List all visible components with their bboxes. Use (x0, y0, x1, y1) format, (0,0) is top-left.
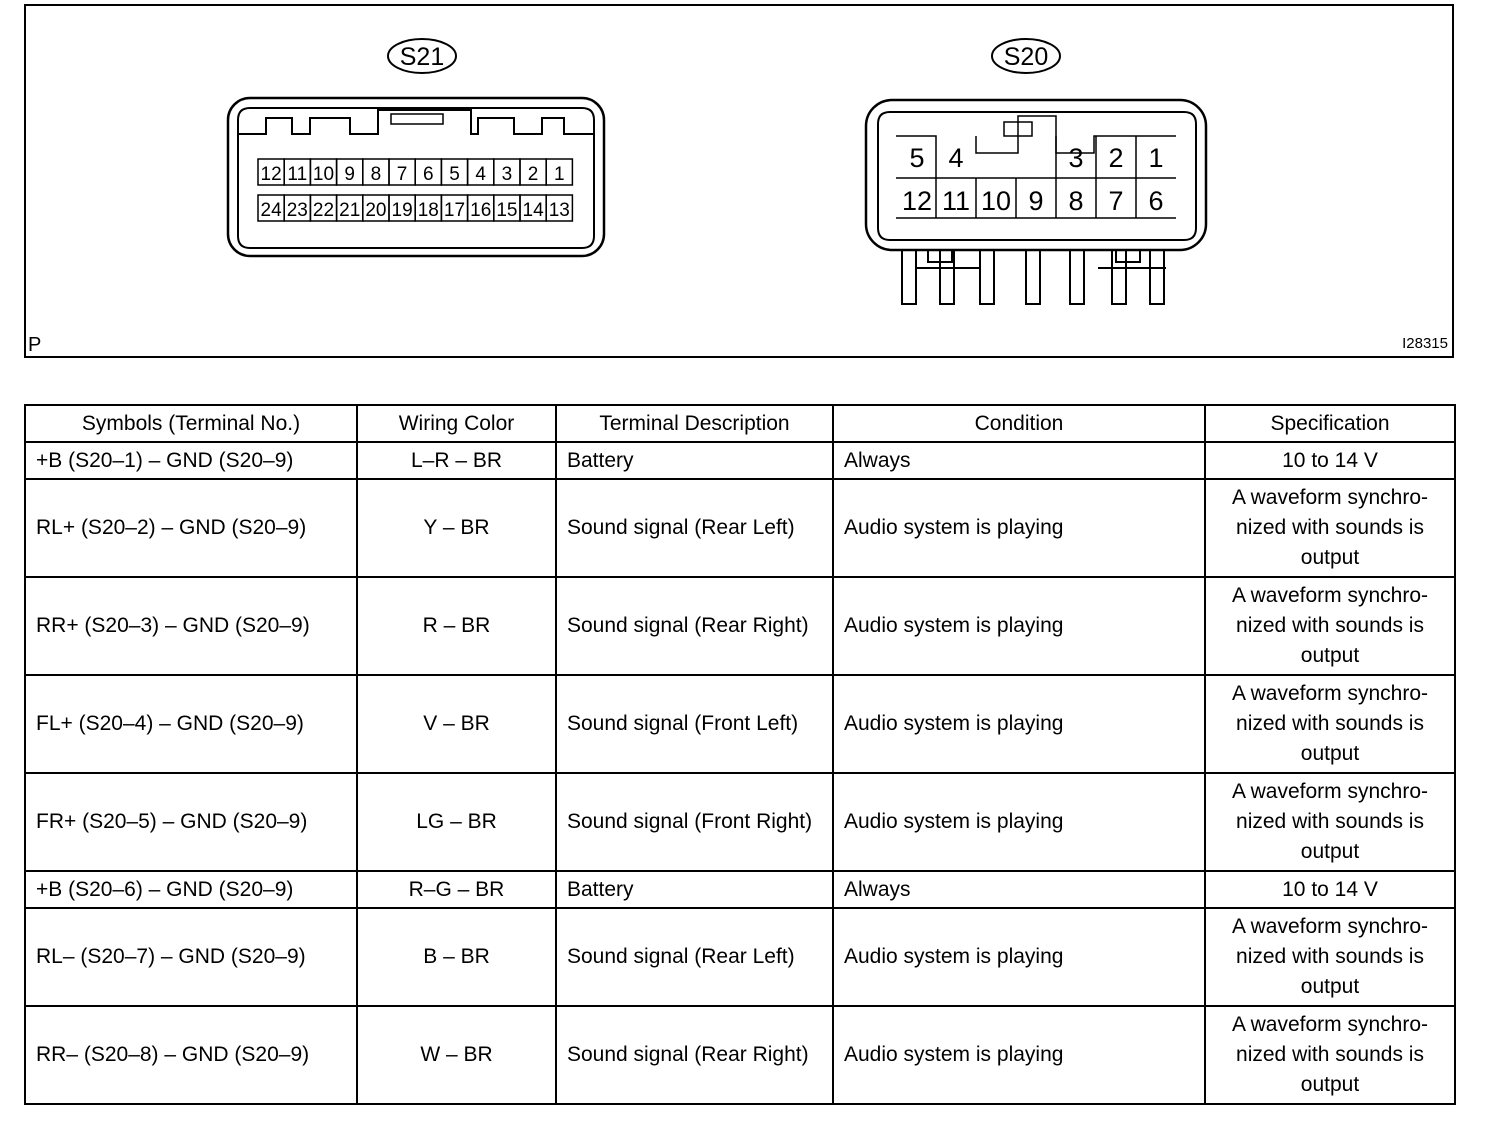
cell-wiring-color: B – BR (357, 908, 556, 1006)
cell-terminal-description: Battery (556, 871, 833, 908)
s21-terminal-number: 10 (312, 164, 335, 185)
table-row (25, 908, 1455, 1006)
specification-line: 10 to 14 V (1282, 877, 1378, 901)
s20-terminal-number: 3 (1068, 143, 1084, 173)
cell-condition: Always (833, 871, 1205, 908)
cell-condition: Audio system is playing (833, 675, 1205, 773)
cell-specification (1205, 871, 1455, 908)
connector-diagram (26, 6, 1452, 356)
s21-terminal-number: 14 (522, 200, 544, 221)
header-wiring-color: Wiring Color (357, 405, 556, 442)
figure-code: I28315 (1402, 335, 1448, 352)
table-row (25, 871, 1455, 908)
connector-figure (24, 4, 1454, 358)
figure-corner-letter: P (28, 334, 42, 356)
specification-line: A waveform synchro- (1231, 682, 1429, 705)
cell-specification (1205, 675, 1455, 773)
cell-specification (1205, 1006, 1455, 1104)
s21-terminal-number: 9 (344, 164, 355, 185)
cell-specification (1205, 479, 1455, 577)
cell-condition: Audio system is playing (833, 1006, 1205, 1104)
s21-terminal-number: 12 (260, 164, 282, 185)
s20-terminal-number: 6 (1148, 186, 1164, 216)
s21-terminal-number: 11 (287, 164, 308, 185)
cell-wiring-color: LG – BR (357, 773, 556, 871)
cell-condition: Audio system is playing (833, 577, 1205, 675)
cell-symbol: FR+ (S20–5) – GND (S20–9) (25, 773, 357, 871)
s20-terminal-number: 9 (1028, 186, 1044, 216)
specification-line: A waveform synchro- (1231, 584, 1429, 607)
cell-terminal-description: Sound signal (Front Left) (556, 675, 833, 773)
s21-terminal-number: 16 (470, 200, 492, 221)
cell-wiring-color: R–G – BR (357, 871, 556, 908)
specification-line: output (1300, 546, 1360, 569)
cell-wiring-color: Y – BR (357, 479, 556, 577)
cell-terminal-description: Sound signal (Rear Left) (556, 908, 833, 1006)
s20-terminal-number: 5 (909, 143, 925, 173)
cell-condition: Audio system is playing (833, 908, 1205, 1006)
specification-line: 10 to 14 V (1282, 448, 1378, 472)
s20-terminal-number: 12 (901, 186, 933, 216)
cell-symbol: FL+ (S20–4) – GND (S20–9) (25, 675, 357, 773)
specification-line: nized with sounds is (1236, 1043, 1424, 1066)
cell-terminal-description: Sound signal (Rear Right) (556, 1006, 833, 1104)
table-row (25, 1006, 1455, 1104)
specification-line: nized with sounds is (1236, 810, 1424, 833)
s20-connector (866, 100, 1206, 304)
s20-terminal-number: 1 (1148, 143, 1164, 173)
s21-terminal-number: 4 (475, 164, 486, 185)
table-row (25, 773, 1455, 871)
s21-terminal-number: 17 (443, 200, 466, 221)
s20-terminal-number: 11 (941, 186, 971, 216)
specification-line: output (1300, 975, 1360, 998)
s21-terminal-number: 2 (527, 164, 539, 185)
cell-terminal-description: Sound signal (Rear Left) (556, 479, 833, 577)
s21-terminal-number: 19 (391, 200, 413, 221)
specification-line: A waveform synchro- (1231, 486, 1429, 509)
s21-terminal-number: 21 (339, 200, 361, 221)
cell-symbol: RL+ (S20–2) – GND (S20–9) (25, 479, 357, 577)
s21-terminal-number: 15 (496, 200, 518, 221)
s21-terminal-number: 6 (423, 164, 434, 185)
specification-line: nized with sounds is (1236, 614, 1424, 637)
s21-terminal-number: 1 (554, 164, 565, 185)
cell-symbol: +B (S20–6) – GND (S20–9) (25, 871, 357, 908)
s21-terminal-number: 22 (312, 200, 335, 221)
s20-terminal-number: 8 (1068, 186, 1084, 216)
table-row (25, 442, 1455, 479)
cell-specification (1205, 577, 1455, 675)
cell-terminal-description: Battery (556, 442, 833, 479)
cell-condition: Audio system is playing (833, 773, 1205, 871)
specification-line: A waveform synchro- (1231, 1013, 1429, 1036)
s21-label: S21 (399, 43, 445, 71)
cell-wiring-color: V – BR (357, 675, 556, 773)
cell-wiring-color: L–R – BR (357, 442, 556, 479)
s20-terminal-number: 2 (1108, 143, 1124, 173)
cell-condition: Always (833, 442, 1205, 479)
table-row (25, 675, 1455, 773)
specification-line: nized with sounds is (1236, 945, 1424, 968)
header-symbols: Symbols (Terminal No.) (25, 405, 357, 442)
header-terminal-description: Terminal Description (556, 405, 833, 442)
terminal-spec-table (24, 404, 1456, 1105)
cell-symbol: +B (S20–1) – GND (S20–9) (25, 442, 357, 479)
specification-line: A waveform synchro- (1231, 780, 1429, 803)
cell-symbol: RR+ (S20–3) – GND (S20–9) (25, 577, 357, 675)
s21-terminal-number: 20 (365, 200, 387, 221)
s21-terminal-number: 3 (501, 164, 513, 185)
specification-line: output (1300, 742, 1360, 765)
cell-specification (1205, 442, 1455, 479)
cell-terminal-description: Sound signal (Front Right) (556, 773, 833, 871)
cell-terminal-description: Sound signal (Rear Right) (556, 577, 833, 675)
s20-terminal-number: 4 (948, 143, 964, 173)
s21-terminal-number: 23 (286, 200, 308, 221)
s21-terminal-number: 5 (449, 164, 460, 185)
specification-line: output (1300, 1073, 1360, 1096)
cell-wiring-color: W – BR (357, 1006, 556, 1104)
s21-terminal-number: 24 (260, 200, 282, 221)
table-row (25, 577, 1455, 675)
cell-specification (1205, 773, 1455, 871)
header-specification: Specification (1205, 405, 1455, 442)
cell-symbol: RR– (S20–8) – GND (S20–9) (25, 1006, 357, 1104)
header-condition: Condition (833, 405, 1205, 442)
specification-line: nized with sounds is (1236, 712, 1424, 735)
s21-connector (228, 98, 604, 256)
s20-label: S20 (1003, 43, 1049, 71)
specification-line: output (1300, 840, 1360, 863)
specification-line: A waveform synchro- (1231, 915, 1429, 938)
s21-terminal-number: 7 (396, 164, 408, 185)
table-header-row (25, 405, 1455, 442)
s21-terminal-number: 8 (370, 164, 382, 185)
table-row (25, 479, 1455, 577)
s20-terminal-number: 10 (980, 186, 1012, 216)
s21-terminal-number: 18 (417, 200, 439, 221)
cell-wiring-color: R – BR (357, 577, 556, 675)
specification-line: nized with sounds is (1236, 516, 1424, 539)
cell-condition: Audio system is playing (833, 479, 1205, 577)
cell-symbol: RL– (S20–7) – GND (S20–9) (25, 908, 357, 1006)
specification-line: output (1300, 644, 1360, 667)
s20-terminal-number: 7 (1108, 186, 1124, 216)
cell-specification (1205, 908, 1455, 1006)
s21-terminal-number: 13 (548, 200, 570, 221)
